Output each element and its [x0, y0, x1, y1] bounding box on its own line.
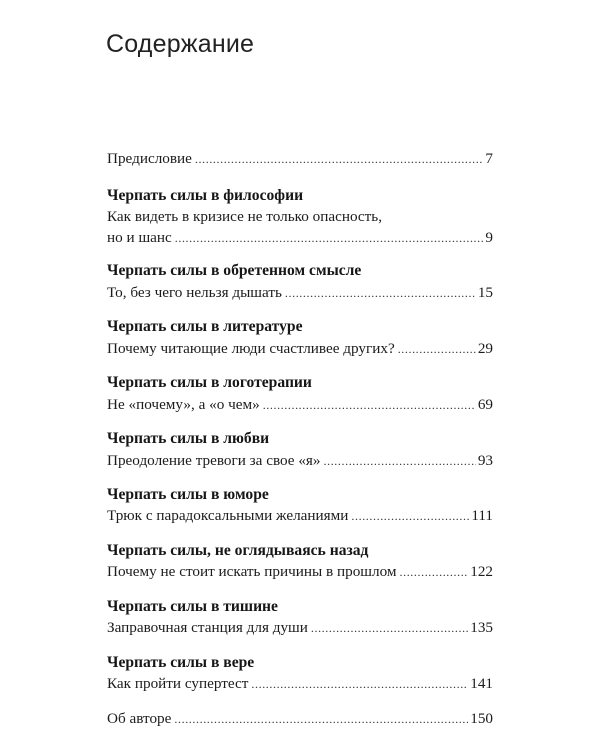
chapter-heading[interactable]: Черпать силы в логотерапии	[107, 374, 312, 391]
chapter-heading[interactable]: Черпать силы, не оглядываясь назад	[107, 542, 369, 559]
toc-page-number: 93	[477, 452, 493, 469]
dot-leader	[251, 674, 468, 694]
toc-entry[interactable]	[107, 228, 493, 248]
chapter-subtitle: Почему читающие люди счастливее других?	[107, 340, 395, 357]
chapter-heading[interactable]: Черпать силы в обретенном смысле	[107, 262, 362, 279]
chapter-heading[interactable]: Черпать силы в литературе	[107, 318, 303, 335]
toc-page-number: 111	[471, 507, 493, 524]
chapter-heading[interactable]: Черпать силы в юморе	[107, 486, 269, 503]
toc-entry-label: Об авторе	[107, 710, 172, 727]
toc-entry-label: Предисловие	[107, 150, 192, 167]
dot-leader	[263, 395, 476, 415]
toc-page-number: 29	[477, 340, 493, 357]
chapter-subtitle: Почему не стоит искать причины в прошлом	[107, 563, 397, 580]
toc-entry[interactable]	[107, 451, 493, 471]
toc-page-number: 122	[470, 563, 493, 580]
toc-entry[interactable]	[107, 562, 493, 582]
dot-leader	[351, 506, 469, 526]
chapter-subtitle: Не «почему», а «о чем»	[107, 396, 260, 413]
dot-leader	[174, 709, 468, 729]
chapter-subtitle: Преодоление тревоги за свое «я»	[107, 452, 321, 469]
chapter-subtitle-line: Как видеть в кризисе не только опасность,	[107, 208, 383, 225]
toc-entry[interactable]	[107, 506, 493, 526]
dot-leader	[195, 149, 483, 169]
chapter-heading[interactable]: Черпать силы в вере	[107, 654, 255, 671]
toc-entry-preface[interactable]	[107, 149, 493, 169]
toc-page-number: 15	[477, 284, 493, 301]
toc-page-number: 141	[470, 675, 493, 692]
dot-leader	[175, 228, 484, 248]
chapter-heading[interactable]: Черпать силы в тишине	[107, 598, 278, 615]
toc-page-number: 135	[470, 619, 493, 636]
toc-page-number: 69	[477, 396, 493, 413]
toc-entry[interactable]	[107, 395, 493, 415]
chapter-subtitle: Трюк с парадоксальными желаниями	[107, 507, 349, 524]
chapter-heading[interactable]: Черпать силы в философии	[107, 187, 304, 204]
dot-leader	[400, 562, 469, 582]
toc-page-number: 150	[470, 710, 493, 727]
chapter-subtitle: Заправочная станция для души	[107, 619, 308, 636]
page-title: Содержание	[106, 30, 255, 58]
chapter-subtitle: Как пройти супертест	[107, 675, 249, 692]
toc-entry[interactable]	[107, 674, 493, 694]
toc-entry[interactable]	[107, 618, 493, 638]
chapter-subtitle: но и шанс	[107, 229, 172, 246]
dot-leader	[324, 451, 476, 471]
chapter-heading[interactable]: Черпать силы в любви	[107, 430, 270, 447]
dot-leader	[311, 618, 468, 638]
toc-entry[interactable]	[107, 283, 493, 303]
toc-entry-about-author[interactable]	[107, 709, 493, 729]
chapter-subtitle: То, без чего нельзя дышать	[107, 284, 282, 301]
toc-page-number: 9	[485, 229, 493, 246]
toc-page-number: 7	[485, 150, 493, 167]
dot-leader	[285, 283, 476, 303]
dot-leader	[398, 339, 476, 359]
toc-entry[interactable]	[107, 339, 493, 359]
